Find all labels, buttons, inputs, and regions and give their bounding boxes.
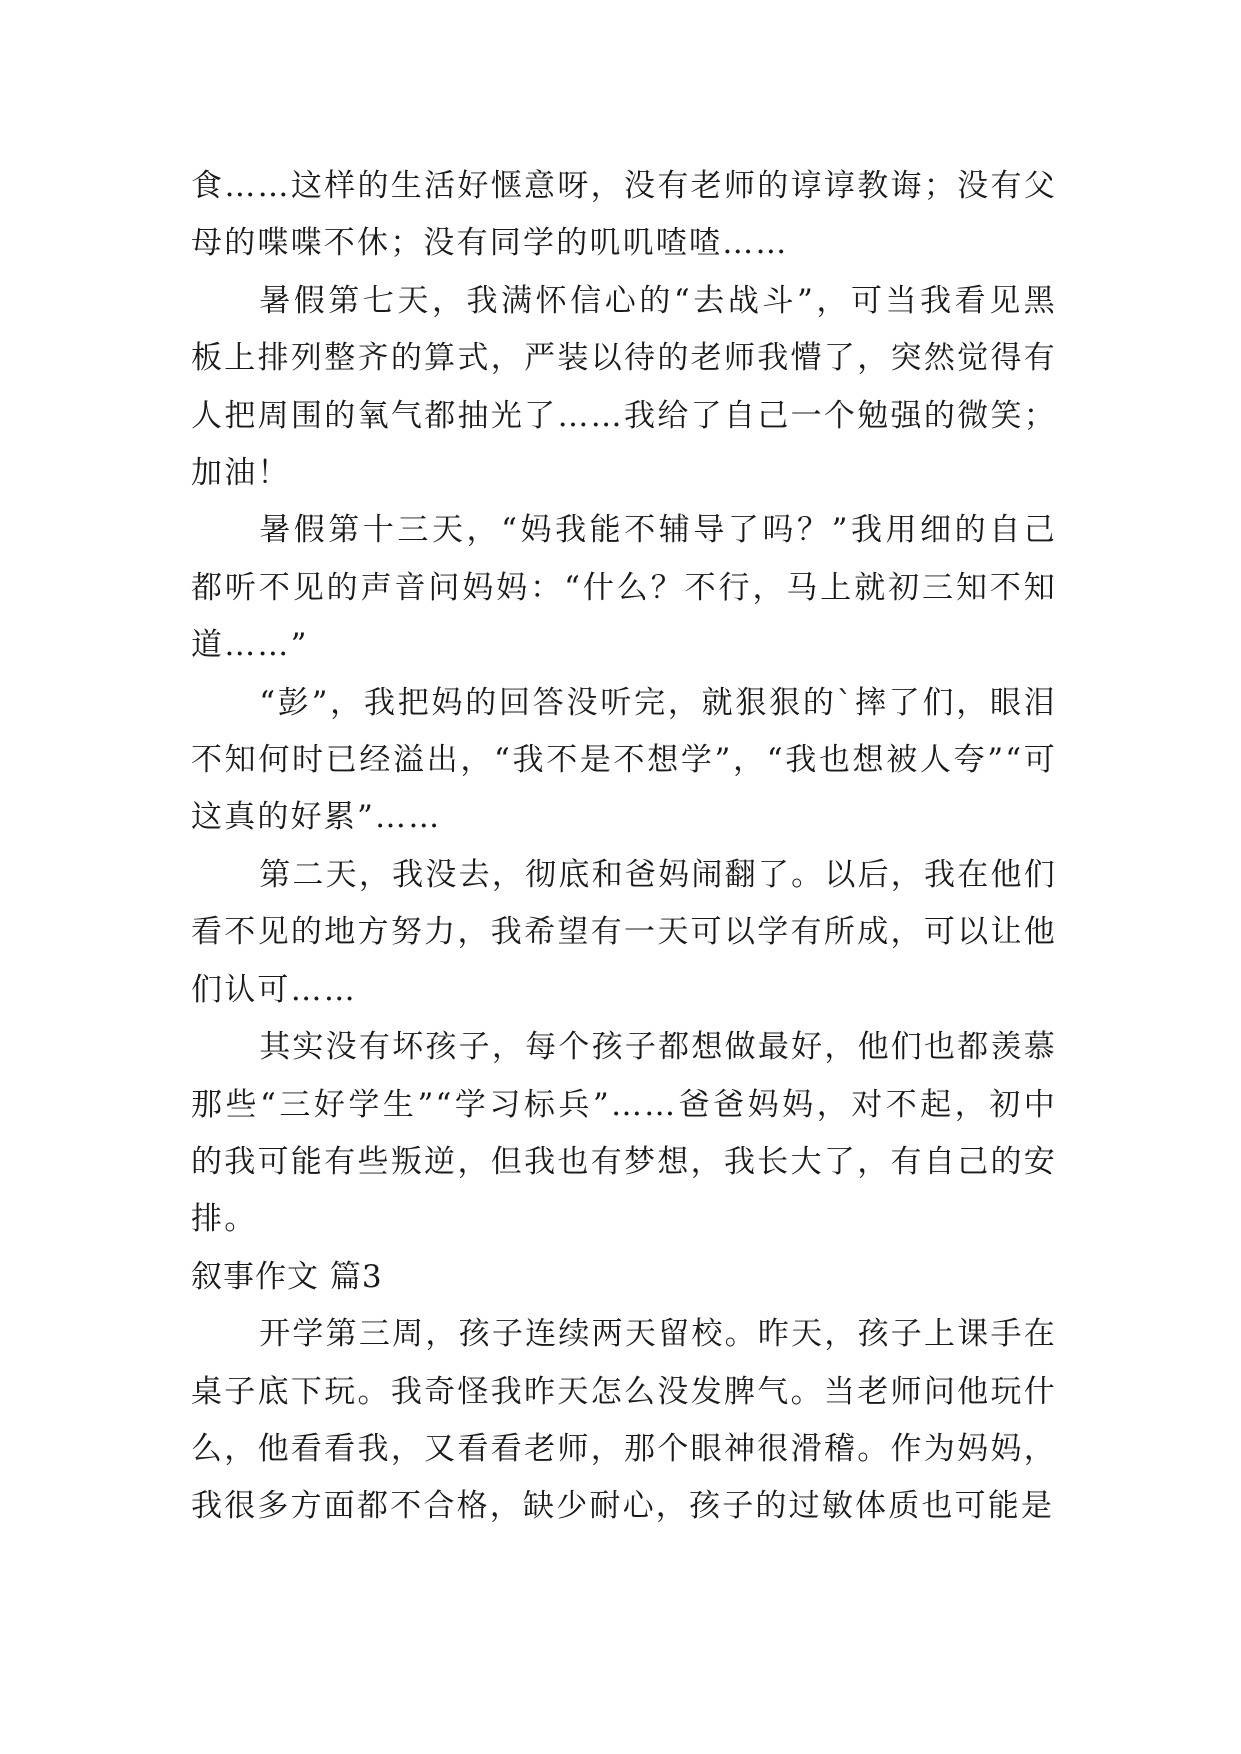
document-page [191, 158, 1057, 1536]
paragraph-3: 暑假第十三天，“妈我能不辅导了吗？”我用细的自己都听不见的声音问妈妈：“什么？不行，马上就初三知不知道……” [191, 512, 1057, 664]
paragraph-6: 其实没有坏孩子，每个孩子都想做最好，他们也都羡慕那些“三好学生”“学习标兵”……爸爸妈妈，对不起，初中的我可能有些叛逆，但我也有梦想，我长大了，有自己的安排。 [191, 1029, 1057, 1238]
paragraph-5: 第二天，我没去，彻底和爸妈闹翻了。以后，我在他们看不见的地方努力，我希望有一天可以学有所成，可以让他们认可…… [191, 856, 1057, 1008]
section-heading: 叙事作文 篇3 [191, 1258, 383, 1295]
paragraph-2: 暑假第七天，我满怀信心的“去战斗”，可当我看见黑板上排列整齐的算式，严装以待的老师我懵了，突然觉得有人把周围的氧气都抽光了……我给了自己一个勉强的微笑；加油！ [191, 282, 1057, 492]
paragraph-1: 食……这样的生活好惬意呀，没有老师的谆谆教诲；没有父母的喋喋不休；没有同学的叽叽喳喳…… [191, 168, 1057, 262]
paragraph-7: 开学第三周，孩子连续两天留校。昨天，孩子上课手在桌子底下玩。我奇怪我昨天怎么没发脾气。当老师问他玩什么，他看看我，又看看老师，那个眼神很滑稽。作为妈妈，我很多方面都不合格，缺少耐心，孩子的过敏体质也可能是 [191, 1316, 1057, 1525]
paragraph-4: “彭”，我把妈的回答没听完，就狠狠的`摔了们，眼泪不知何时已经溢出，“我不是不想学”，“我也想被人夸”“可这真的好累”…… [191, 684, 1057, 836]
